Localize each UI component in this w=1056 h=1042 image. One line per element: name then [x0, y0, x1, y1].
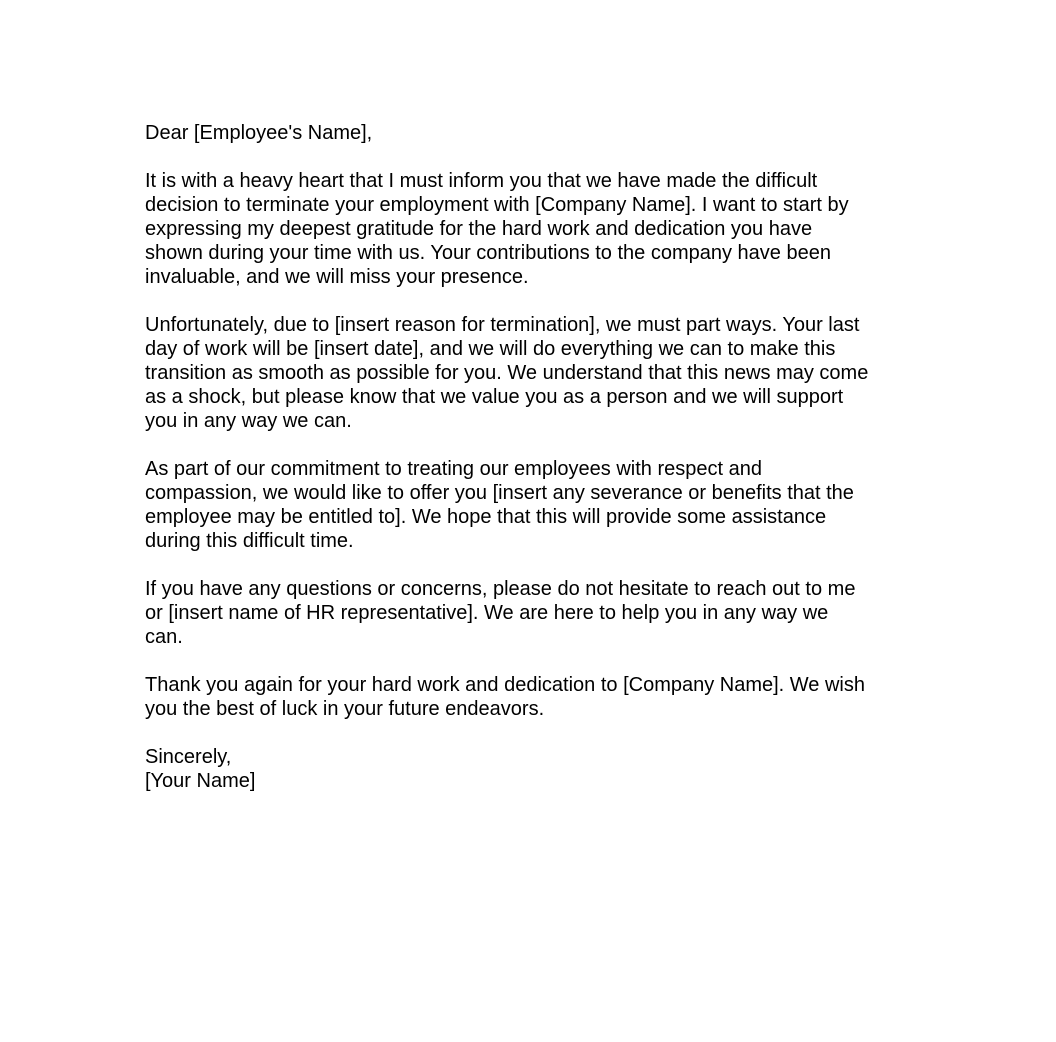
- paragraph-line: you in any way we can.: [145, 410, 352, 432]
- paragraph-line: If you have any questions or concerns, please do not hesitate to reach out to me: [145, 578, 856, 600]
- paragraph-line: invaluable, and we will miss your presence.: [145, 266, 529, 288]
- paragraph-gap: [145, 649, 915, 673]
- paragraph-line: during this difficult time.: [145, 530, 354, 552]
- paragraph-line: compassion, we would like to offer you [insert any severance or benefits that the: [145, 482, 854, 504]
- paragraph-line: Unfortunately, due to [insert reason for termination], we must part ways. Your last: [145, 314, 860, 336]
- paragraph-line: you the best of luck in your future endeavors.: [145, 698, 545, 720]
- paragraph-gap: [145, 145, 915, 169]
- paragraph-gap: [145, 721, 915, 745]
- paragraph-gap: [145, 289, 915, 313]
- paragraph-gap: [145, 433, 915, 457]
- paragraph-2: [145, 313, 915, 433]
- salutation: Dear [Employee's Name],: [145, 122, 373, 144]
- paragraph-line: transition as smooth as possible for you. We understand that this news may come: [145, 362, 869, 384]
- paragraph-4: [145, 577, 915, 649]
- paragraph-line: decision to terminate your employment with [Company Name]. I want to start by: [145, 194, 849, 216]
- paragraph-line: As part of our commitment to treating our employees with respect and: [145, 458, 762, 480]
- paragraph-3: [145, 457, 915, 553]
- paragraph-line: expressing my deepest gratitude for the hard work and dedication you have: [145, 218, 813, 240]
- letter-body: [145, 121, 915, 793]
- paragraph-5: [145, 673, 915, 721]
- paragraph-line: as a shock, but please know that we value you as a person and we will support: [145, 386, 844, 408]
- paragraph-line: can.: [145, 626, 183, 648]
- paragraph-line: employee may be entitled to]. We hope that this will provide some assistance: [145, 506, 827, 528]
- paragraph-line: It is with a heavy heart that I must inform you that we have made the difficult: [145, 170, 818, 192]
- paragraph-line: day of work will be [insert date], and we will do everything we can to make this: [145, 338, 836, 360]
- paragraph-line: or [insert name of HR representative]. We are here to help you in any way we: [145, 602, 829, 624]
- closing: Sincerely,: [145, 746, 232, 768]
- paragraph-1: [145, 169, 915, 289]
- paragraph-line: shown during your time with us. Your contributions to the company have been: [145, 242, 831, 264]
- paragraph-gap: [145, 553, 915, 577]
- signature: [Your Name]: [145, 770, 256, 792]
- paragraph-line: Thank you again for your hard work and dedication to [Company Name]. We wish: [145, 674, 865, 696]
